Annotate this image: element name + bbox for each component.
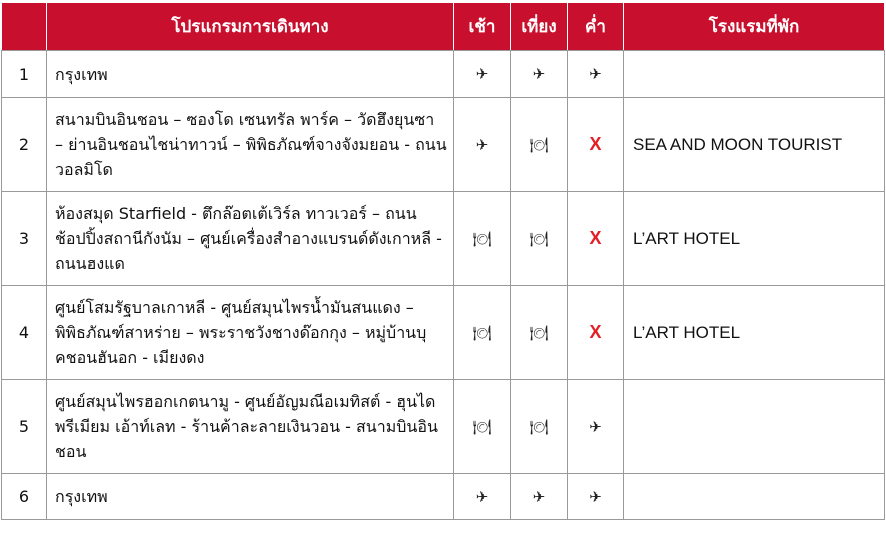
day-number: 3 [2,192,47,286]
airplane-icon: ✈ [532,65,546,83]
hotel-name [624,474,885,520]
table-row [2,98,885,192]
lunch-cell [511,380,568,474]
airplane-icon: ✈ [475,487,489,506]
dinner-cell [568,98,624,192]
no-meal-x-icon: X [589,322,602,342]
breakfast-cell [454,286,511,380]
dining-icon: 🍽 [529,229,549,248]
dining-icon: 🍽 [472,323,492,342]
header-index [2,3,47,51]
program-text: ศูนย์โสมรัฐบาลเกาหลี - ศูนย์สมุนไพรน้ำมันสนแดง – พิพิธภัณฑ์สาหร่าย – พระราชวังชางด๊อกกุง – หมู่บ้านบุคชอนฮันอก - เมียงดง [47,286,454,380]
hotel-name: L’ART HOTEL [624,286,885,380]
program-text: กรุงเทพ [47,51,454,98]
lunch-cell [511,474,568,520]
lunch-cell [511,98,568,192]
dining-icon: 🍽 [472,417,492,436]
breakfast-cell [454,51,511,98]
dining-icon: 🍽 [529,323,549,342]
airplane-icon: ✈ [532,487,546,506]
day-number: 1 [2,51,47,98]
dining-icon: 🍽 [529,135,549,154]
dinner-cell [568,192,624,286]
dining-icon: 🍽 [529,417,549,436]
header-lunch: เที่ยง [511,3,568,51]
table-row [2,51,885,98]
table-row [2,380,885,474]
lunch-cell [511,51,568,98]
day-number: 2 [2,98,47,192]
dinner-cell [568,286,624,380]
day-number: 5 [2,380,47,474]
header-dinner: ค่ำ [568,3,624,51]
breakfast-cell [454,98,511,192]
lunch-cell [511,192,568,286]
dinner-cell [568,474,624,520]
airplane-icon: ✈ [589,65,602,83]
lunch-cell [511,286,568,380]
itinerary-table [1,2,885,520]
table-header-row [2,3,885,51]
no-meal-x-icon: X [589,228,602,248]
airplane-icon: ✈ [589,487,602,506]
day-number: 4 [2,286,47,380]
no-meal-x-icon: X [589,134,602,154]
hotel-name [624,51,885,98]
hotel-name: SEA AND MOON TOURIST [624,98,885,192]
breakfast-cell [454,192,511,286]
airplane-icon: ✈ [475,135,489,154]
airplane-icon: ✈ [589,417,602,436]
program-text: กรุงเทพ [47,474,454,520]
program-text: ห้องสมุด Starfield - ตึกล๊อตเต้เวิร์ล ทาวเวอร์ – ถนนช้อปปิ้งสถานีกังนัม – ศูนย์เครื่องสำอางแบรนด์ดังเกาหลี - ถนนฮงแด [47,192,454,286]
header-program: โปรแกรมการเดินทาง [47,3,454,51]
airplane-icon: ✈ [475,65,489,83]
table-row [2,286,885,380]
breakfast-cell [454,380,511,474]
table-body [2,51,885,520]
hotel-name: L’ART HOTEL [624,192,885,286]
hotel-name [624,380,885,474]
dining-icon: 🍽 [472,229,492,248]
header-hotel: โรงแรมที่พัก [624,3,885,51]
day-number: 6 [2,474,47,520]
dinner-cell [568,51,624,98]
program-text: สนามบินอินชอน – ซองโด เซนทรัล พาร์ค – วัดฮึงยุนซา – ย่านอินชอนไชน่าทาวน์ – พิพิธภัณฑ์จางจังมยอน - ถนนวอลมิโด [47,98,454,192]
table-row [2,474,885,520]
table-row [2,192,885,286]
header-breakfast: เช้า [454,3,511,51]
program-text: ศูนย์สมุนไพรฮอกเกตนามู - ศูนย์อัญมณีอเมทิสต์ - ฮุนได พรีเมียม เอ้าท์เลท - ร้านค้าละลายเงินวอน - สนามบินอินชอน [47,380,454,474]
breakfast-cell [454,474,511,520]
dinner-cell [568,380,624,474]
